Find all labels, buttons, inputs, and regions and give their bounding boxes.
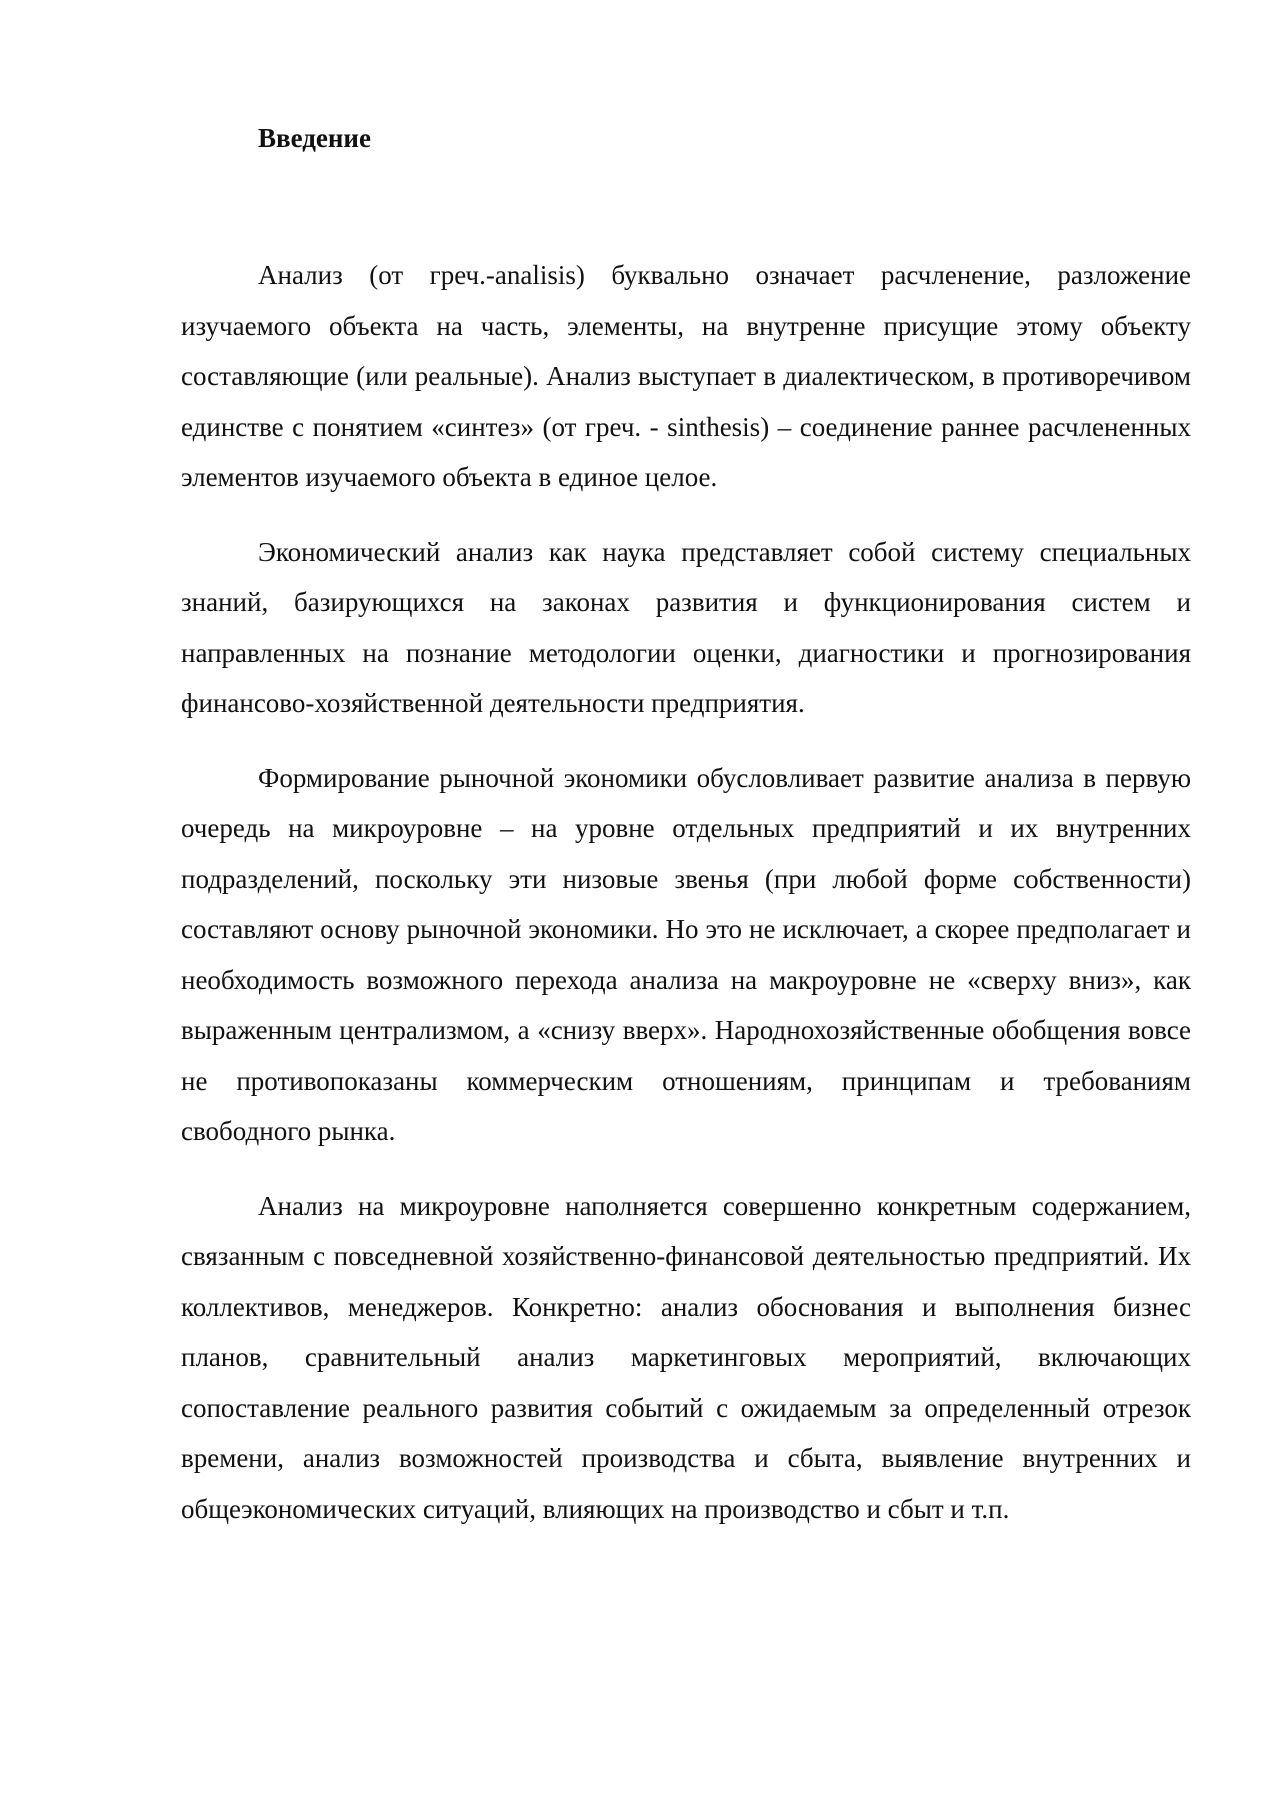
paragraph-4: Анализ на микроуровне наполняется совершенно конкретным содержанием, связанным с повседневной хозяйственно-финансовой деятельностью предприятий. Их коллективов, менеджеров. Конкретно: анализ обоснования и выполнения бизнес планов, сравнительный анализ маркетинговых мероприятий, включающих сопоставление реального развития событий с ожидаемым за определенный отрезок времени, анализ возможностей производства и сбыта, выявление внутренних и общеэкономических ситуаций, влияющих на производство и сбыт и т.п. (181, 1190, 1191, 1524)
body-text (181, 250, 1191, 1558)
paragraph-2: Экономический анализ как наука представляет собой систему специальных знаний, базирующихся на законах развития и функционирования систем и направленных на познание методологии оценки, диагностики и прогнозирования финансово-хозяйственной деятельности предприятия. (181, 536, 1191, 718)
paragraph-1: Анализ (от греч.-analisis) буквально означает расчленение, разложение изучаемого объекта на часть, элементы, на внутренне присущие этому объекту составляющие (или реальные). Анализ выступает в диалектическом, в противоречивом единстве с понятием «синтез» (от греч. - sinthesis) – соединение раннее расчлененных элементов изучаемого объекта в единое целое. (181, 260, 1191, 492)
paragraph-3: Формирование рыночной экономики обусловливает развитие анализа в первую очередь на микроуровне – на уровне отдельных предприятий и их внутренних подразделений, поскольку эти низовые звенья (при любой форме собственности) составляют основу рыночной экономики. Но это не исключает, а скорее предполагает и необходимость возможного перехода анализа на макроуровне не «сверху вниз», как выраженным централизмом, а «снизу вверх». Народнохозяйственные обобщения вовсе не противопоказаны коммерческим отношениям, принципам и требованиям свободного рынка. (181, 762, 1191, 1146)
section-heading: Введение (258, 123, 371, 153)
